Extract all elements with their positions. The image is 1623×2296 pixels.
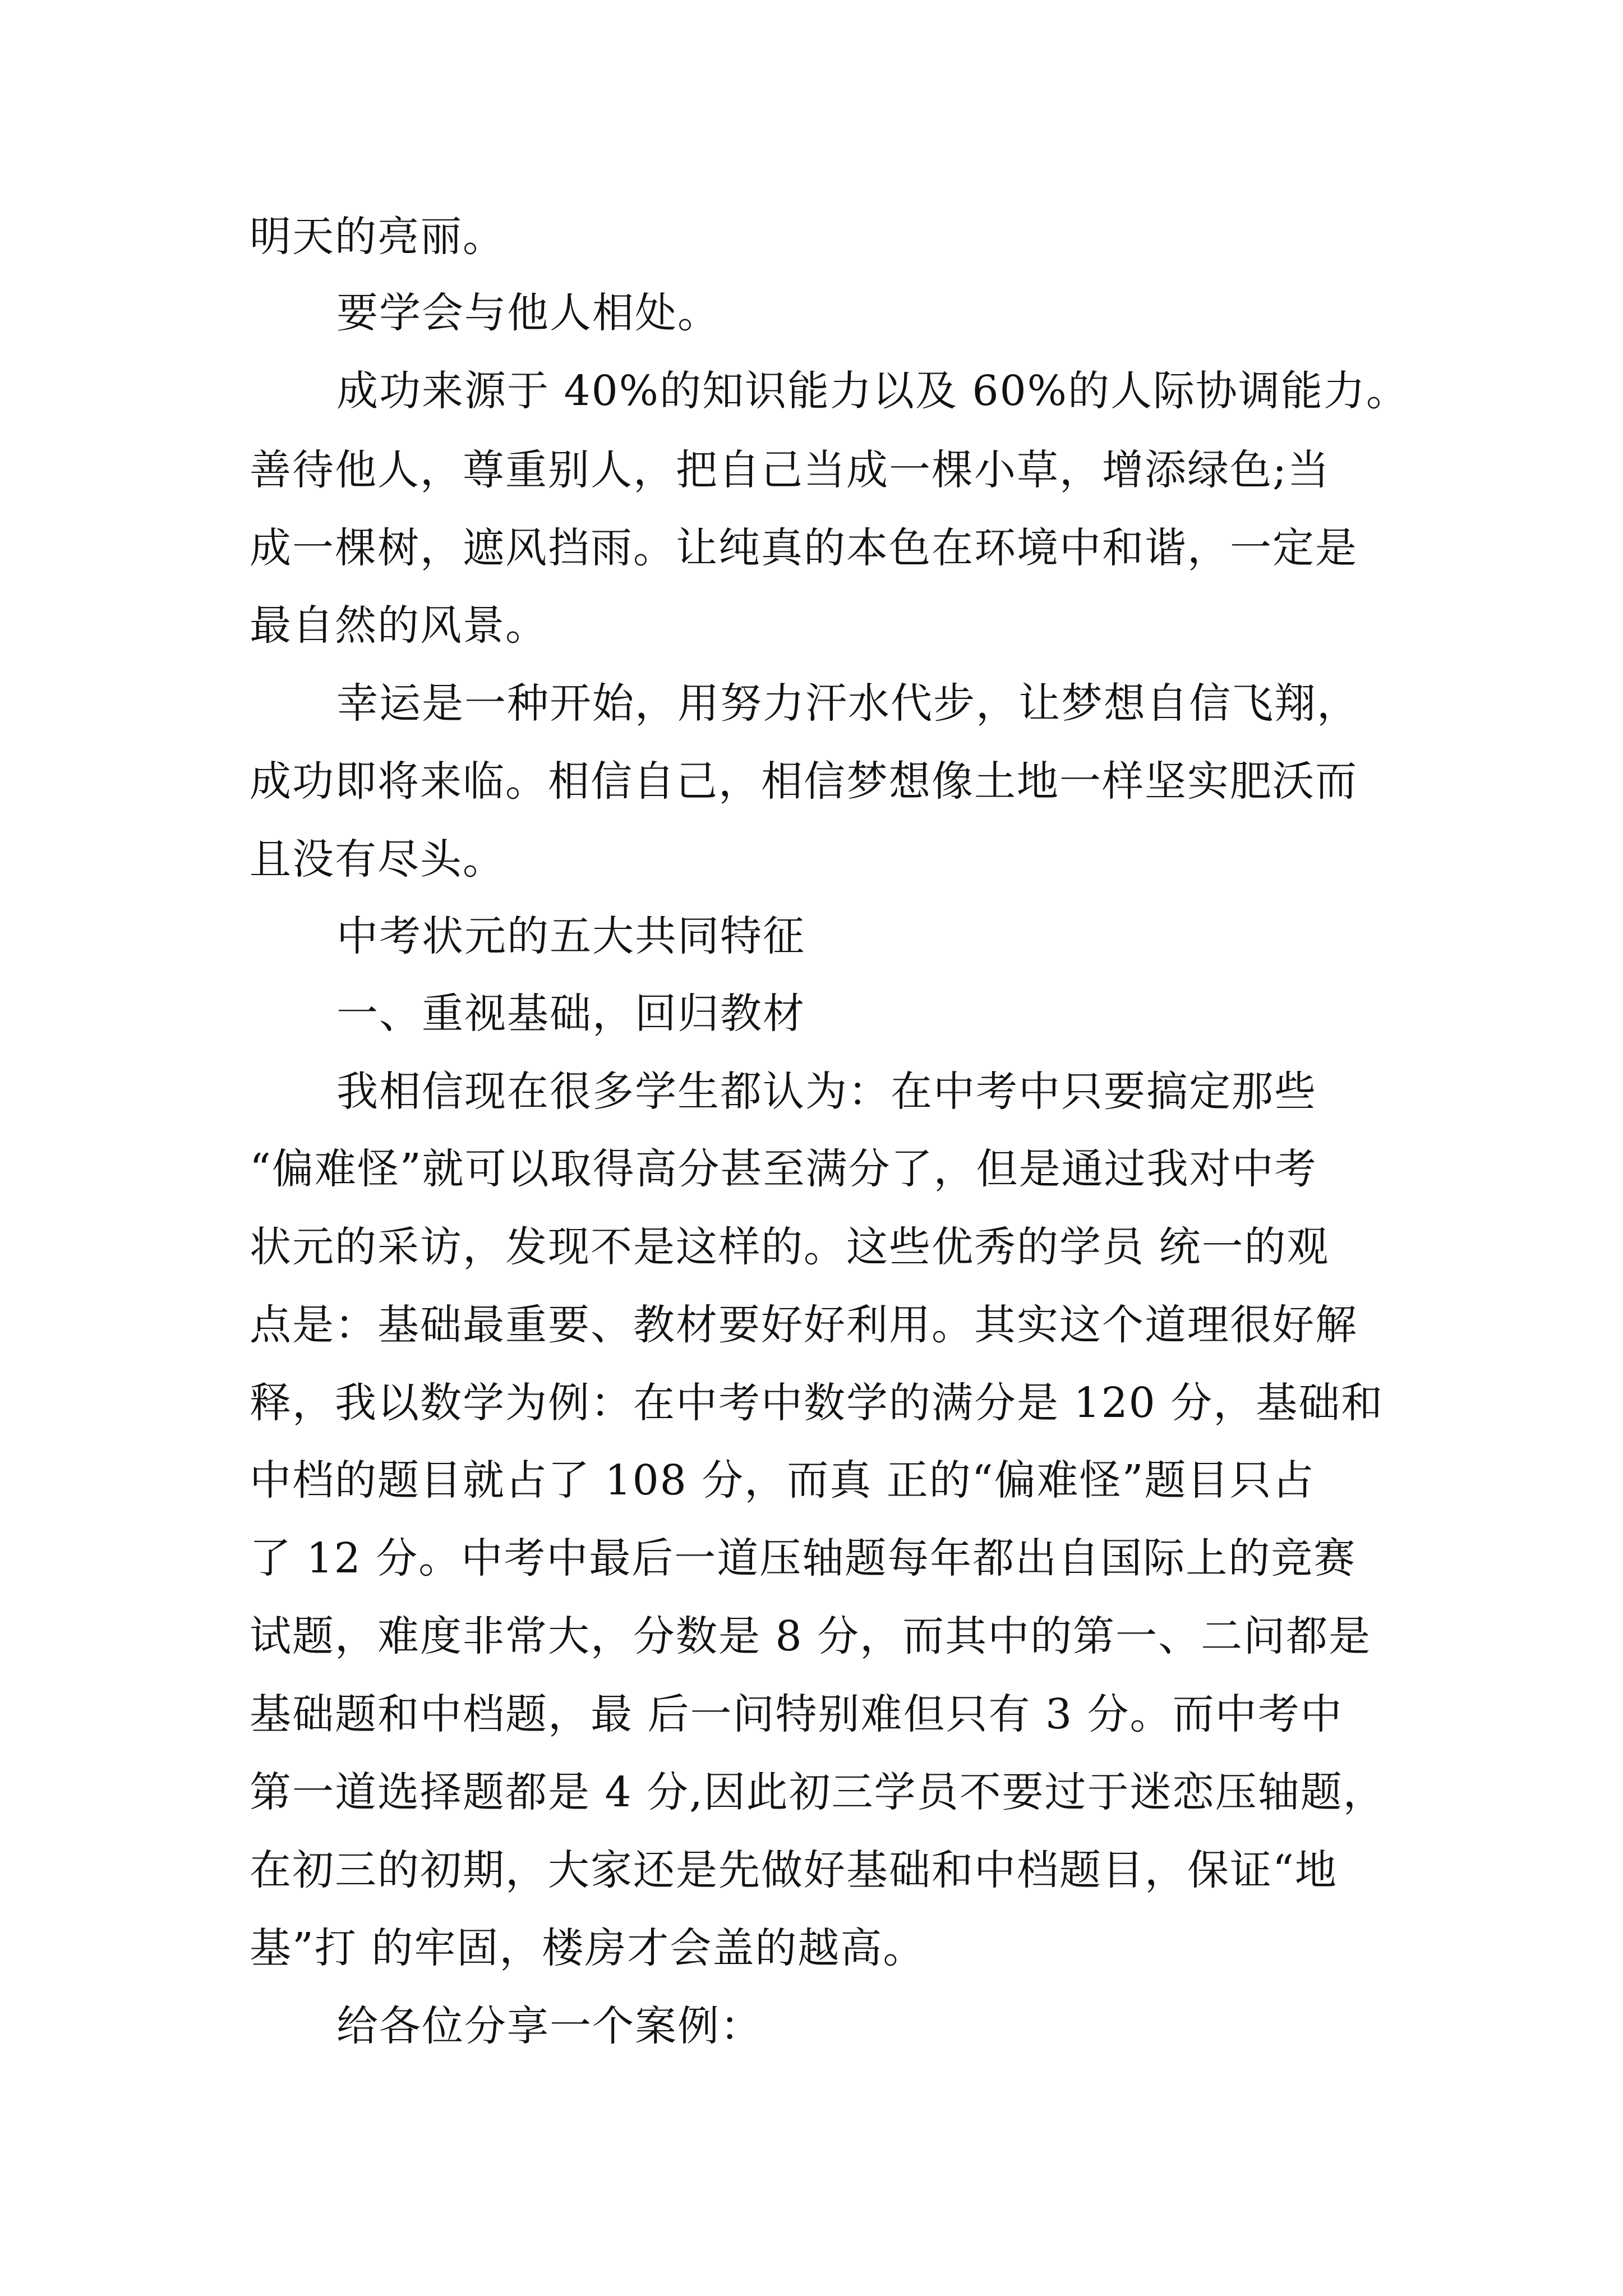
paragraph-line-9: 且没有尽头。 xyxy=(250,835,505,884)
paragraph-line-14: 状元的采访，发现不是这样的。这些优秀的学员 统一的观 xyxy=(250,1223,1330,1271)
paragraph-line-8: 成功即将来临。相信自己，相信梦想像土地一样坚实肥沃而 xyxy=(250,757,1358,806)
paragraph-line-22: 在初三的初期，大家还是先做好基础和中档题目，保证“地 xyxy=(250,1846,1338,1894)
paragraph-line-2: 要学会与他人相处。 xyxy=(336,289,720,337)
paragraph-line-20: 基础题和中档题，最 后一问特别难但只有 3 分。而中考中 xyxy=(250,1690,1343,1738)
paragraph-line-5: 成一棵树，遮风挡雨。让纯真的本色在环境中和谐，一定是 xyxy=(250,524,1358,572)
paragraph-line-18: 了 12 分。中考中最后一道压轴题每年都出自国际上的竞赛 xyxy=(250,1534,1357,1582)
paragraph-line-19: 试题，难度非常大，分数是 8 分，而其中的第一、二问都是 xyxy=(250,1612,1372,1660)
section-title-line: 中考状元的五大共同特征 xyxy=(336,912,805,960)
paragraph-line-15: 点是：基础最重要、教材要好好利用。其实这个道理很好解 xyxy=(250,1301,1358,1349)
paragraph-line-24: 给各位分享一个案例： xyxy=(336,2002,763,2050)
paragraph-line-21: 第一道选择题都是 4 分,因此初三学员不要过于迷恋压轴题， xyxy=(250,1768,1386,1816)
paragraph-line-16: 释，我以数学为例：在中考中数学的满分是 120 分，基础和 xyxy=(250,1379,1384,1427)
paragraph-line-6: 最自然的风景。 xyxy=(250,601,548,650)
subsection-title-line: 一、重视基础，回归教材 xyxy=(336,990,805,1038)
paragraph-line-4: 善待他人，尊重别人，把自己当成一棵小草，增添绿色;当 xyxy=(250,446,1330,494)
paragraph-line-7: 幸运是一种开始，用努力汗水代步，让梦想自信飞翔， xyxy=(336,679,1359,728)
paragraph-line-23: 基”打 的牢固，楼房才会盖的越高。 xyxy=(250,1924,926,1972)
paragraph-line-1: 明天的亮丽。 xyxy=(250,213,505,261)
paragraph-line-17: 中档的题目就占了 108 分，而真 正的“偏难怪”题目只占 xyxy=(250,1456,1315,1504)
paragraph-line-3: 成功来源于 40%的知识能力以及 60%的人际协调能力。 xyxy=(336,367,1409,415)
paragraph-line-12: 我相信现在很多学生都认为：在中考中只要搞定那些 xyxy=(336,1068,1317,1116)
paragraph-line-13: “偏难怪”就可以取得高分甚至满分了，但是通过我对中考 xyxy=(250,1145,1317,1193)
